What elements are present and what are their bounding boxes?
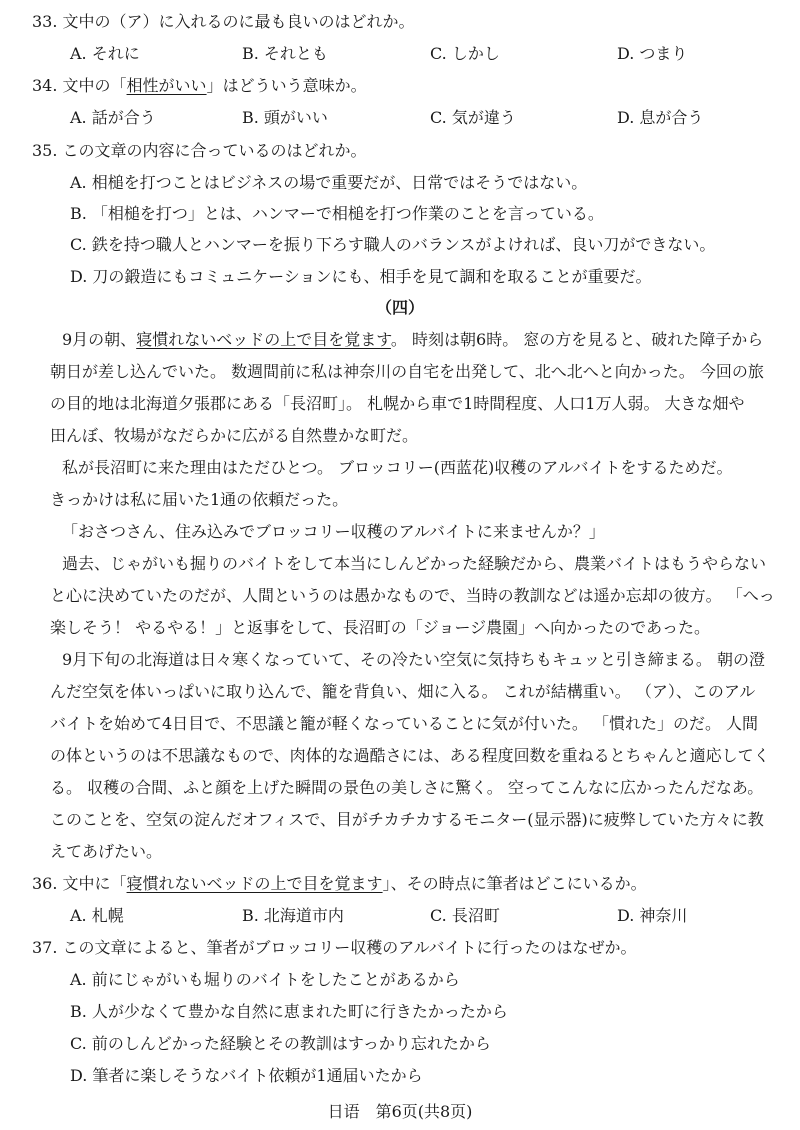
q37-option-a: A. 前にじゃがいも堀りのバイトをしたことがあるから <box>70 970 460 989</box>
q33-option-b: B. それとも <box>242 44 328 63</box>
passage-p1-line2: 朝日が差し込んでいた。 数週間前に私は神奈川の自宅を出発して、北へ北へと向かった。 今回の旅 <box>50 362 764 381</box>
passage-p2-line2: きっかけは私に届いた1通の依頼だった。 <box>50 490 349 509</box>
question-36-options <box>0 906 800 926</box>
q36-underlined-phrase: 寝慣れないベッドの上で目を覚ます <box>126 874 383 893</box>
q34-underlined-phrase: 相性がいい <box>126 76 207 95</box>
question-33-stem: 33. 文中の（ア）に入れるのに最も良いのはどれか。 <box>32 12 415 31</box>
q36-stem-before: 36. 文中に「 <box>32 874 127 893</box>
passage-p4-line3: 楽しそう！ やるやる！」と返事をして、長沼町の「ジョージ農園」へ向かったのであった。 <box>50 618 710 637</box>
p1-after: 。 時刻は朝6時。 窓の方を見ると、破れた障子から <box>390 330 764 349</box>
page-footer: 日语 第6页(共8页) <box>327 1102 473 1121</box>
passage-p5-line1: 9月下旬の北海道は日々寒くなっていて、その冷たい空気に気持ちもキュッと引き締まる。 朝の澄 <box>62 650 765 669</box>
passage-p4-line2: と心に決めていたのだが、人間というのは愚かなもので、当時の教訓などは遥か忘却の彼方。 「へっ <box>50 586 775 605</box>
question-37-stem: 37. この文章によると、筆者がブロッコリー収穫のアルバイトに行ったのはなぜか。 <box>32 938 637 957</box>
q36-stem-after: 」、その時点に筆者はどこにいるか。 <box>382 874 647 893</box>
q34-stem-before: 34. 文中の「 <box>32 76 127 95</box>
question-35-stem: 35. この文章の内容に合っているのはどれか。 <box>32 141 367 160</box>
q37-option-d: D. 筆者に楽しそうなバイト依頼が1通届いたから <box>70 1066 423 1085</box>
q34-option-d: D. 息が合う <box>617 108 704 127</box>
question-34-options <box>0 108 800 128</box>
passage-p3-line1: 「おさつさん、住み込みでブロッコリー収穫のアルバイトに来ませんか？」 <box>62 522 605 541</box>
q35-option-c: C. 鉄を持つ職人とハンマーを振り下ろす職人のバランスがよければ、良い刀ができない。 <box>70 235 716 254</box>
q34-option-c: C. 気が違う <box>430 108 516 127</box>
passage-p1-line1 <box>62 330 763 350</box>
q35-option-b: B. 「相槌を打つ」とは、ハンマーで相槌を打つ作業のことを言っている。 <box>70 204 604 223</box>
passage-p4-line1: 過去、じゃがいも掘りのバイトをして本当にしんどかった経験だから、農業バイトはもうやらない <box>62 554 767 573</box>
q34-option-b: B. 頭がいい <box>242 108 328 127</box>
p1-underlined-phrase: 寝慣れないベッドの上で目を覚ます <box>136 330 391 349</box>
section-title: （四） <box>375 298 424 317</box>
passage-p2-line1: 私が長沼町に来た理由はただひとつ。 ブロッコリー(西蓝花)収穫のアルバイトをするためだ。 <box>62 458 733 477</box>
q33-option-d: D. つまり <box>617 44 688 63</box>
passage-p5-line4: の体というのは不思議なもので、肉体的な過酷さには、ある程度回数を重ねるとちゃんと適応してく <box>50 746 770 765</box>
passage-p1-line4: 田んぼ、牧場がなだらかに広がる自然豊かな町だ。 <box>50 426 419 445</box>
passage-p5-line3: バイトを始めて4日目で、不思議と籠が軽くなっていることに気が付いた。 「慣れた」のだ。 人間 <box>50 714 759 733</box>
q36-option-b: B. 北海道市内 <box>242 906 344 925</box>
passage-p5-line7: えてあげたい。 <box>50 842 163 861</box>
q35-option-d: D. 刀の鍛造にもコミュニケーションにも、相手を見て調和を取ることが重要だ。 <box>70 267 652 286</box>
q35-option-a: A. 相槌を打つことはビジネスの場で重要だが、日常ではそうではない。 <box>70 173 588 192</box>
q37-option-b: B. 人が少なくて豊かな自然に恵まれた町に行きたかったから <box>70 1002 508 1021</box>
q36-option-c: C. 長沼町 <box>430 906 500 925</box>
q34-option-a: A. 話が合う <box>70 108 156 127</box>
p1-before: 9月の朝、 <box>62 330 137 349</box>
question-36-stem <box>32 874 647 894</box>
q36-option-a: A. 札幌 <box>70 906 124 925</box>
passage-p1-line3: の目的地は北海道夕張郡にある「長沼町」。 札幌から車で1時間程度、人口1万人弱。 大きな畑や <box>50 394 745 413</box>
q34-stem-after: 」はどういう意味か。 <box>206 76 367 95</box>
question-34-stem <box>32 76 367 96</box>
q36-option-d: D. 神奈川 <box>617 906 688 925</box>
passage-p5-line5: る。 収穫の合間、ふと顔を上げた瞬間の景色の美しさに驚く。 空ってこんなに広かったんだなあ。 <box>50 778 764 797</box>
passage-p5-line2: んだ空気を体いっぱいに取り込んで、籠を背負い、畑に入る。 これが結構重い。 （ア）、このアル <box>50 682 756 701</box>
q33-option-c: C. しかし <box>430 44 500 63</box>
passage-p5-line6: このことを、空気の淀んだオフィスで、目がチカチカするモニター(显示器)に疲弊していた方々に教 <box>50 810 764 829</box>
question-33-options <box>0 44 800 64</box>
q37-option-c: C. 前のしんどかった経験とその教訓はすっかり忘れたから <box>70 1034 491 1053</box>
q33-option-a: A. それに <box>70 44 140 63</box>
